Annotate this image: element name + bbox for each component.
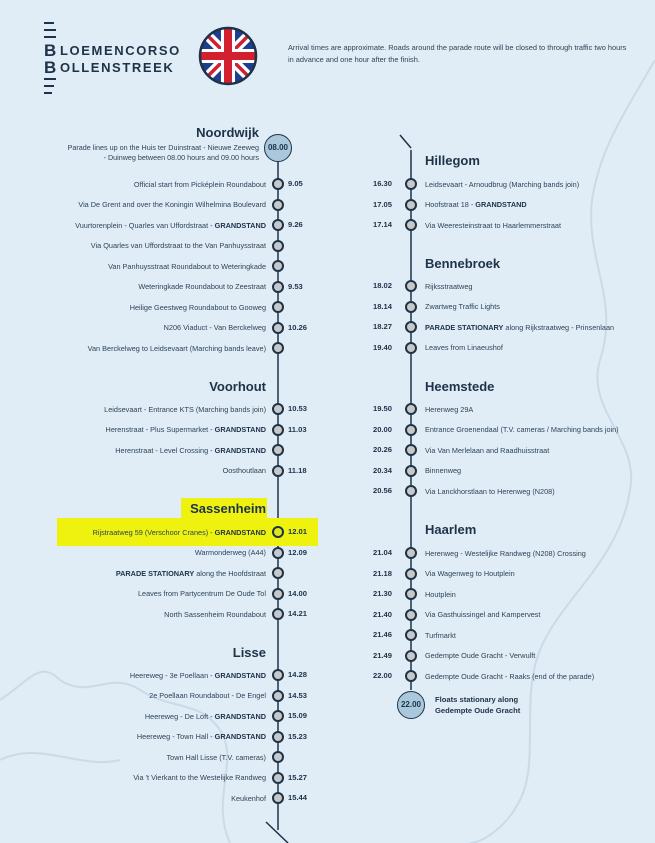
stop-label-text: Gedempte Oude Gracht - Raaks (end of the parade): [425, 671, 595, 681]
stop-haarlem-3: [425, 608, 540, 622]
stop-heemstede-0: [425, 402, 473, 416]
stop-marker-icon: [405, 424, 417, 436]
stop-heemstede-3: [425, 464, 461, 478]
stop-label: [425, 672, 594, 681]
stop-marker-icon: [405, 444, 417, 456]
stop-noordwijk-0: [134, 177, 266, 191]
stop-label-text: Entrance Groenendaal (T.V. cameras / Marching bands join): [425, 425, 619, 434]
stop-noordwijk-7: [164, 321, 266, 335]
stop-marker-icon: [272, 690, 284, 702]
stop-label-text: Leidsevaart - Arnoudbrug (Marching bands join): [425, 179, 580, 189]
stop-label-strong: GRANDSTAND: [214, 527, 266, 537]
stop-time: 12.09: [288, 547, 308, 557]
stop-lisse-2: [145, 709, 266, 723]
stop-time: 21.49: [372, 650, 392, 660]
stop-label-text: Via Lanckhorstlaan to Herenweg (N208): [425, 486, 555, 496]
heading-lisse: Lisse: [232, 645, 266, 660]
stop-label-text: Via Wagenweg to Houtplein: [425, 569, 515, 578]
stop-label: [425, 282, 472, 291]
stop-time: 14.28: [288, 670, 308, 679]
heading-bennebroek: Bennebroek: [425, 256, 501, 271]
stop-marker-icon: [405, 321, 417, 333]
logo-initial-2: B: [44, 58, 57, 77]
stop-label-text: Via Van Merlelaan and Raadhuisstraat: [425, 445, 550, 455]
stop-label-text: along the Hoofdstraat: [196, 568, 266, 578]
stop-marker-icon: [272, 322, 284, 334]
stop-marker-icon: [405, 301, 417, 313]
stop-marker-icon: [272, 240, 284, 252]
stop-label-text: Rijksstraatweg: [425, 281, 473, 291]
stop-lisse-4: [167, 750, 267, 764]
stop-marker-icon: [405, 588, 417, 600]
stop-label-text: Herenstraat - Level Crossing -: [115, 445, 215, 455]
stop-haarlem-6: [425, 669, 594, 683]
stop-marker-icon: [272, 178, 284, 190]
stop-time: 20.26: [372, 445, 392, 454]
stop-sassenheim-2: [116, 566, 266, 580]
stop-label: [195, 548, 266, 557]
stop-label-text: Via 't Vierkant to the Westelijke Randweg: [133, 773, 266, 782]
stop-time: 11.03: [288, 424, 307, 434]
stop-label-text: Heilige Geestweg Roundabout to Gooweg: [129, 302, 266, 312]
stop-label-text: Van Panhuysstraat Roundabout to Weteringkade: [108, 261, 266, 271]
stop-marker-icon: [272, 444, 284, 456]
stop-marker-icon: [405, 629, 417, 641]
stop-lisse-1: [149, 689, 266, 703]
stop-sassenheim-1: [195, 546, 266, 560]
stop-label: [425, 302, 500, 311]
stop-label-strong: PARADE STATIONARY: [115, 568, 195, 578]
stop-marker-icon: [272, 403, 284, 415]
stop-label: [78, 200, 266, 209]
noordwijk-intro-line-2: - Duinweg between 08.00 hours and 09.00 hours: [103, 153, 259, 162]
logo-text: [60, 42, 181, 76]
stop-label: [167, 753, 267, 762]
stop-time: 17.14: [372, 220, 392, 229]
stop-voorhout-1: [106, 423, 266, 437]
stop-label-text: Van Berckelweg to Leidsevaart (Marching bands leave): [87, 343, 266, 353]
stop-time: 10.53: [288, 404, 308, 413]
stop-label: [133, 773, 266, 782]
stop-time: 15.23: [288, 731, 308, 741]
stop-bennebroek-1: [425, 300, 500, 314]
stop-label: [425, 200, 527, 209]
stop-sassenheim-3: [138, 587, 266, 601]
stop-label: [425, 446, 549, 455]
stop-label: [104, 405, 266, 414]
stop-label-text: Warmonderweg (A44): [194, 548, 266, 557]
stop-label: [425, 569, 515, 578]
stop-marker-icon: [272, 731, 284, 743]
logo-line-2: OLLENSTREEK: [60, 60, 175, 75]
stop-hillegom-2: [425, 218, 561, 232]
stop-marker-icon: [272, 199, 284, 211]
stop-voorhout-3: [223, 464, 266, 478]
stop-label-text: Houtplein: [425, 589, 456, 599]
stop-label: [130, 671, 266, 680]
stop-label-text: Keukenhof: [231, 793, 266, 803]
noordwijk-intro-line-1: Parade lines up on the Huis ter Duinstraat - Nieuwe Zeeweg: [67, 143, 259, 152]
heading-sassenheim: Sassenheim: [190, 501, 266, 516]
stop-marker-icon: [405, 403, 417, 415]
heading-haarlem: Haarlem: [425, 522, 477, 537]
stop-label: [145, 712, 266, 721]
stop-haarlem-4: [425, 628, 456, 642]
stop-label-text: Turfmarkt: [425, 630, 456, 640]
stop-time: 17.05: [372, 199, 392, 209]
stop-marker-icon: [272, 567, 284, 579]
stop-lisse-5: [133, 771, 266, 785]
stop-marker-icon: [272, 792, 284, 804]
stop-label-text: N206 Viaduct - Van Berckelweg: [163, 323, 266, 332]
stop-label: [138, 589, 266, 598]
stop-marker-icon: [405, 568, 417, 580]
stop-noordwijk-2: [75, 218, 266, 232]
stop-label-strong: GRANDSTAND: [214, 732, 266, 741]
stop-marker-icon: [272, 772, 284, 784]
stop-marker-icon: [272, 342, 284, 354]
stop-time: 21.04: [372, 548, 392, 557]
stop-time: 15.09: [288, 711, 308, 720]
logo-line-1: LOEMENCORSO: [60, 43, 181, 58]
stop-label-text: Town Hall Lisse (T.V. cameras): [166, 752, 266, 762]
stop-marker-icon: [405, 670, 417, 682]
stop-label-text: Weteringkade Roundabout to Zeestraat: [138, 282, 266, 291]
stop-label-text: Hoofstraat 18 -: [425, 200, 476, 209]
stop-time: 15.27: [288, 772, 308, 782]
stop-marker-icon: [405, 547, 417, 559]
stop-time: 18.14: [372, 301, 392, 311]
stop-label: [425, 549, 586, 558]
stop-marker-icon: [405, 485, 417, 497]
stop-time: 10.26: [288, 322, 308, 332]
stop-marker-icon: [405, 609, 417, 621]
stop-marker-icon: [272, 669, 284, 681]
stop-marker-icon: [272, 608, 284, 620]
stop-label-text: Via Quarles van Uffordstraat to the Van Panhuysstraat: [90, 241, 266, 250]
logo-initial-1: B: [44, 41, 57, 60]
stop-time: 14.21: [288, 609, 308, 618]
stop-sassenheim-4: [164, 607, 266, 621]
stop-label: [425, 590, 456, 599]
stop-time: 21.40: [372, 609, 392, 619]
stop-lisse-6: [231, 791, 266, 805]
stop-hillegom-1: [425, 198, 527, 212]
stop-label: [164, 323, 266, 332]
intro-note: Arrival times are approximate. Roads around the parade route will be closed to through traffic two hours in advance and one hour after the finish.: [288, 43, 627, 64]
final-note-line-1: Floats stationary along: [435, 695, 519, 704]
stop-label-text: Rijstraatweg 59 (Verschoor Cranes) -: [92, 527, 215, 537]
stop-voorhout-2: [115, 443, 266, 457]
stop-label: [134, 180, 266, 189]
stop-label-text: Heereweg - Town Hall -: [136, 732, 215, 741]
stop-hillegom-0: [425, 177, 579, 191]
stop-label-text: Heereweg - 3e Poellaan -: [129, 670, 215, 680]
stop-time: 12.01: [288, 527, 308, 536]
stop-label: [116, 569, 266, 578]
stop-label-text: Official start from Picképlein Roundabout: [133, 179, 266, 189]
stop-label: [137, 732, 266, 741]
stop-time: 9.05: [288, 179, 303, 188]
start-time-bubble: 08.00: [264, 134, 292, 162]
stop-lisse-3: [137, 730, 266, 744]
stop-time: 21.18: [372, 568, 392, 578]
stop-marker-icon: [405, 199, 417, 211]
stop-time: 21.46: [372, 630, 392, 639]
heading-heemstede: Heemstede: [425, 379, 495, 394]
stop-label: [130, 303, 266, 312]
stop-time: 18.02: [372, 281, 392, 290]
stop-label: [425, 405, 473, 414]
stop-label-text: Herenstraat - Plus Supermarket -: [105, 425, 215, 434]
stop-marker-icon: [272, 260, 284, 272]
heading-noordwijk: Noordwijk: [196, 125, 259, 140]
stop-marker-icon: [272, 751, 284, 763]
stop-label-text: Via Gasthuissingel and Kampervest: [425, 610, 541, 619]
stop-time: 14.53: [288, 690, 308, 700]
stop-marker-icon: [405, 280, 417, 292]
final-note: [435, 694, 520, 716]
stop-bennebroek-0: [425, 279, 472, 293]
stop-label-text: North Sassenheim Roundabout: [164, 609, 266, 619]
stop-sassenheim-0: [93, 525, 266, 539]
stop-label: [425, 343, 503, 352]
stop-label-strong: GRANDSTAND: [475, 200, 527, 209]
stop-label-strong: GRANDSTAND: [214, 670, 266, 680]
stop-haarlem-0: [425, 546, 586, 560]
stop-bennebroek-3: [425, 341, 503, 355]
stop-marker-icon: [272, 301, 284, 313]
stop-marker-icon: [405, 342, 417, 354]
stop-marker-icon: [272, 424, 284, 436]
stop-noordwijk-5: [138, 280, 266, 294]
stop-label: [108, 262, 266, 271]
final-note-line-2: Gedempte Oude Gracht: [435, 706, 521, 715]
stop-label: [75, 221, 266, 230]
stop-label-text: Leaves from Partycentrum De Oude Tol: [137, 589, 266, 598]
stop-marker-icon: [272, 219, 284, 231]
stop-time: 14.00: [288, 588, 308, 598]
end-time-bubble: 22.00: [397, 691, 425, 719]
stop-label: [91, 241, 266, 250]
stop-marker-icon: [272, 465, 284, 477]
stop-label: [425, 425, 619, 434]
stop-label-text: Binnenweg: [425, 466, 462, 475]
stop-noordwijk-4: [108, 259, 266, 273]
stop-label-text: Herenweg 29A: [425, 404, 474, 414]
stop-label: [425, 180, 579, 189]
stop-time: 20.56: [372, 486, 392, 495]
stop-label-strong: GRANDSTAND: [214, 445, 266, 455]
stop-time: 11.18: [288, 465, 307, 475]
stop-time: 9.53: [288, 281, 303, 291]
stop-label-text: Leidsevaart - Entrance KTS (Marching bands join): [104, 404, 266, 414]
stop-marker-icon: [272, 547, 284, 559]
stop-time: 15.44: [288, 793, 308, 802]
stop-haarlem-1: [425, 567, 515, 581]
stop-label: [164, 610, 266, 619]
stop-time: 22.00: [372, 671, 392, 680]
stop-label: [425, 610, 540, 619]
stop-marker-icon: [405, 178, 417, 190]
stop-label: [149, 691, 266, 700]
stop-voorhout-0: [104, 402, 266, 416]
union-jack-flag-icon: [198, 26, 258, 86]
stop-label-text: Via De Grent and over the Koningin Wilhelmina Boulevard: [78, 200, 266, 209]
stop-label: [138, 282, 266, 291]
stop-label: [425, 631, 456, 640]
stop-marker-icon: [272, 281, 284, 293]
stop-heemstede-4: [425, 484, 555, 498]
stop-time: 20.00: [372, 424, 392, 434]
stop-label-text: Oosthoutlaan: [222, 466, 266, 475]
stop-time: 16.30: [372, 179, 392, 188]
stop-label: [425, 466, 461, 475]
stop-haarlem-5: [425, 649, 535, 663]
stop-time: 18.27: [372, 322, 392, 331]
stop-haarlem-2: [425, 587, 456, 601]
stop-marker-icon: [272, 710, 284, 722]
stop-label-text: Leaves from Linaeushof: [425, 343, 503, 352]
stop-label: [115, 446, 266, 455]
stop-noordwijk-3: [91, 239, 266, 253]
stop-label-text: Herenweg - Westelijke Randweg (N208) Crossing: [425, 548, 586, 558]
stop-label: [425, 221, 561, 230]
stop-time: 21.30: [372, 589, 392, 598]
stop-noordwijk-8: [88, 341, 266, 355]
stop-label: [88, 344, 266, 353]
stop-lisse-0: [130, 668, 266, 682]
stop-label: [106, 425, 266, 434]
stop-time: 9.26: [288, 220, 303, 229]
noordwijk-intro: [68, 143, 259, 163]
stop-marker-icon: [405, 465, 417, 477]
stop-bennebroek-2: [425, 320, 614, 334]
stop-marker-icon: [405, 650, 417, 662]
heading-voorhout: Voorhout: [209, 379, 266, 394]
stop-label-strong: GRANDSTAND: [214, 220, 266, 230]
stop-label-text: Gedempte Oude Gracht - Verwulft: [425, 651, 536, 660]
stop-time: 19.50: [372, 404, 392, 413]
stop-noordwijk-6: [130, 300, 266, 314]
stop-marker-icon: [405, 219, 417, 231]
stop-label-text: Via Weeresteinstraat to Haarlemmerstraat: [425, 220, 561, 230]
stop-marker-icon: [272, 526, 284, 538]
stop-label-text: along Rijkstraatweg - Prinsenlaan: [505, 322, 615, 332]
stop-label-text: Vuurtorenplein - Quarles van Uffordstraat -: [75, 220, 215, 230]
stop-time: 20.34: [372, 465, 392, 475]
stop-label-strong: GRANDSTAND: [214, 711, 266, 721]
stop-time: 19.40: [372, 342, 392, 352]
stop-label-strong: GRANDSTAND: [214, 425, 266, 434]
stop-label: [425, 651, 535, 660]
stop-noordwijk-1: [78, 198, 266, 212]
stop-heemstede-1: [425, 423, 619, 437]
stop-label-strong: PARADE STATIONARY: [425, 322, 504, 332]
stop-label: [93, 528, 266, 537]
stop-marker-icon: [272, 588, 284, 600]
stop-heemstede-2: [425, 443, 549, 457]
stop-label-text: Zwartweg Traffic Lights: [425, 302, 500, 311]
stop-label-text: 2e Poellaan Roundabout - De Engel: [149, 691, 266, 700]
heading-hillegom: Hillegom: [425, 153, 480, 168]
stop-label: [425, 323, 614, 332]
stop-label: [425, 487, 555, 496]
stop-label: [223, 466, 266, 475]
stop-label: [231, 794, 266, 803]
stop-label-text: Heereweg - De Loft -: [144, 711, 215, 721]
